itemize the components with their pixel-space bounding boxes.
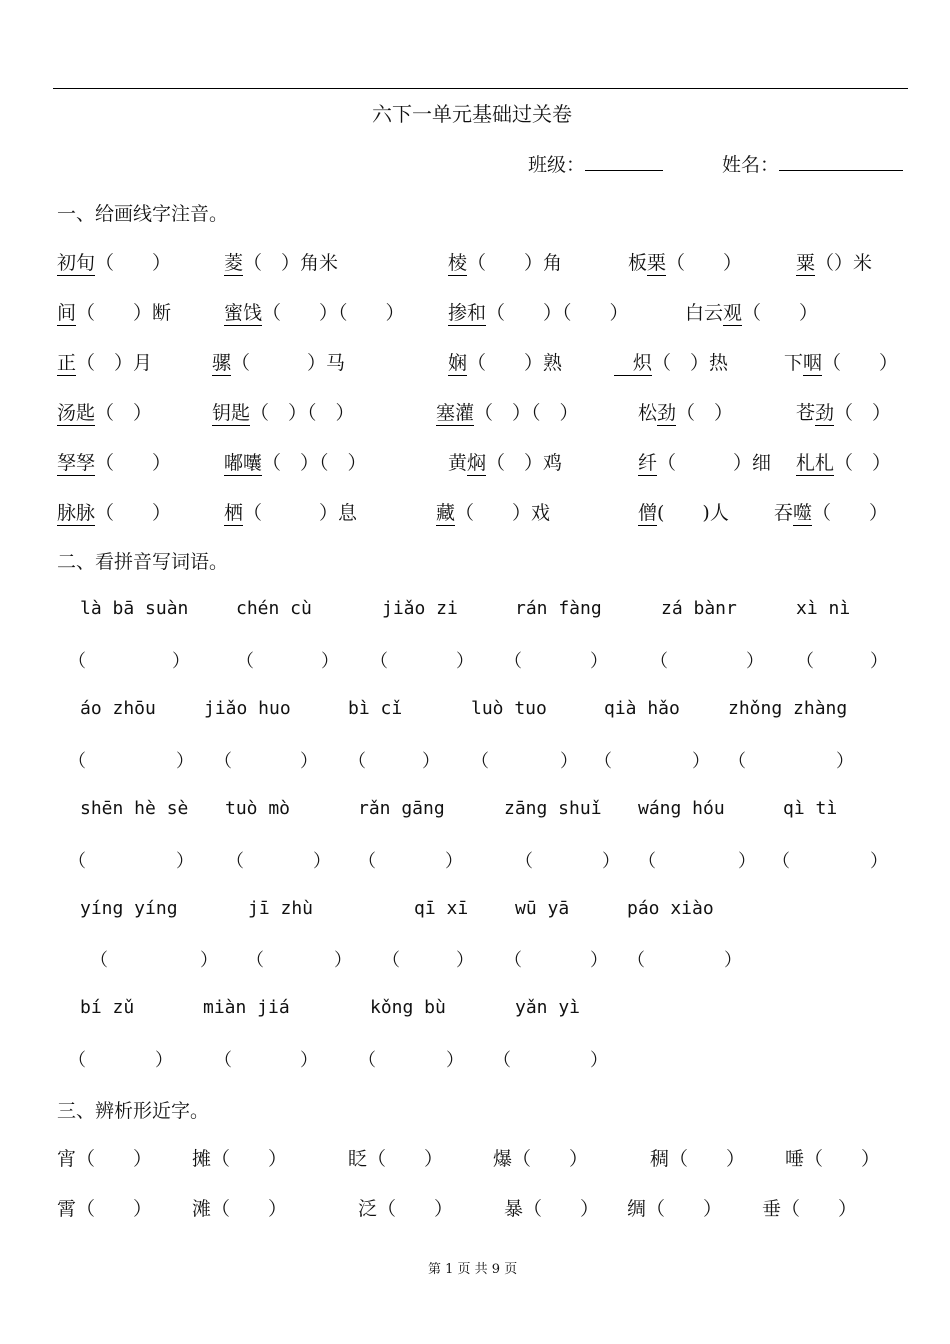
answer-bracket-close[interactable]: ）	[738, 851, 756, 872]
answer-bracket[interactable]: （ ）（ ）	[262, 452, 367, 474]
answer-bracket-close[interactable]: ）	[870, 651, 888, 672]
annotation-item	[224, 298, 405, 325]
annotation-item	[448, 298, 629, 325]
annotation-item	[448, 248, 562, 275]
similar-char-item[interactable]: 稠（ ）	[650, 1148, 746, 1170]
answer-bracket-open[interactable]: （	[471, 751, 489, 772]
annotation-item	[212, 348, 345, 375]
pinyin-text: rán fàng	[515, 598, 602, 619]
answer-bracket-open[interactable]: （	[68, 1050, 86, 1071]
similar-char-item[interactable]: 爆（ ）	[493, 1148, 589, 1170]
annotation-item	[224, 248, 338, 275]
answer-bracket[interactable]: （ ）	[812, 502, 889, 524]
answer-bracket[interactable]: （ ）	[95, 252, 172, 274]
underlined-char: 观	[723, 302, 743, 324]
answer-bracket[interactable]: （ ）热	[652, 352, 729, 374]
answer-bracket-open[interactable]: （	[226, 851, 244, 872]
answer-bracket-open[interactable]: （	[796, 651, 814, 672]
pinyin-text: rǎn gāng	[358, 798, 445, 819]
answer-bracket[interactable]: （ ）	[822, 352, 899, 374]
answer-bracket[interactable]: （ ）鸡	[486, 452, 563, 474]
annotation-item	[57, 498, 171, 525]
pinyin-text: bí zǔ	[80, 997, 135, 1018]
answer-bracket[interactable]: （ ）（ ）	[474, 402, 579, 424]
annotation-item	[638, 448, 771, 475]
underlined-char: 钥匙	[212, 402, 251, 424]
item-prefix: 吞	[774, 502, 794, 524]
answer-bracket[interactable]: （ ）	[834, 452, 892, 474]
underlined-char: 棱	[448, 252, 468, 274]
pinyin-text: kǒng bù	[370, 997, 446, 1018]
similar-char-item[interactable]: 滩（ ）	[192, 1198, 288, 1220]
answer-bracket-open[interactable]: （	[772, 851, 790, 872]
answer-bracket[interactable]: （ ）马	[231, 352, 346, 374]
annotation-item	[614, 348, 728, 375]
pinyin-text: páo xiào	[627, 898, 714, 919]
annotation-item	[436, 398, 579, 425]
answer-bracket-close[interactable]: ）	[456, 950, 474, 971]
answer-bracket-open[interactable]: （	[728, 751, 746, 772]
answer-bracket-open[interactable]: （	[638, 851, 656, 872]
answer-bracket[interactable]: （ ）（ ）	[486, 302, 629, 324]
answer-bracket-close[interactable]: ）	[172, 651, 190, 672]
answer-bracket-open[interactable]: （	[370, 651, 388, 672]
answer-bracket-close[interactable]: ）	[155, 1050, 173, 1071]
similar-char-item[interactable]: 唾（ ）	[785, 1148, 881, 1170]
class-label: 班级：	[528, 154, 586, 176]
pinyin-text: yíng yíng	[80, 898, 178, 919]
underlined-char: 塞灌	[436, 402, 475, 424]
answer-bracket[interactable]: ( )人	[657, 502, 729, 524]
pinyin-text: zhǒng zhàng	[728, 698, 848, 719]
item-prefix: 白云	[685, 302, 724, 324]
pinyin-text: áo zhōu	[80, 698, 156, 719]
pinyin-text: zāng shuǐ	[504, 798, 602, 819]
pinyin-text: yǎn yì	[515, 997, 581, 1018]
section-3-heading: 三、辨析形近字。	[57, 1100, 210, 1122]
answer-bracket-close[interactable]: ）	[590, 950, 608, 971]
answer-bracket-close[interactable]: ）	[446, 1050, 464, 1071]
annotation-item	[57, 448, 171, 475]
answer-bracket-close[interactable]: ）	[300, 751, 318, 772]
underlined-char: 娴	[448, 352, 468, 374]
item-prefix: 下	[784, 352, 804, 374]
underlined-char: 间	[57, 302, 77, 324]
pinyin-text: xì nì	[796, 598, 851, 619]
item-prefix: 黄	[448, 452, 468, 474]
pinyin-text: zá bànr	[661, 598, 737, 619]
answer-bracket-close[interactable]: ）	[602, 851, 620, 872]
annotation-item	[685, 298, 818, 325]
item-prefix: 板	[628, 252, 648, 274]
annotation-item	[638, 398, 733, 425]
answer-bracket-close[interactable]: ）	[746, 651, 764, 672]
underlined-char: 僧	[638, 502, 658, 524]
page-title: 六下一单元基础过关卷	[372, 102, 572, 126]
annotation-item	[796, 398, 891, 425]
answer-bracket[interactable]: （ ）（ ）	[262, 302, 405, 324]
answer-bracket-open[interactable]: （	[214, 1050, 232, 1071]
answer-bracket-close[interactable]: ）	[590, 651, 608, 672]
underlined-char: 蜜饯	[224, 302, 263, 324]
answer-bracket-close[interactable]: ）	[176, 751, 194, 772]
underlined-char: 汤匙	[57, 402, 96, 424]
answer-bracket[interactable]: （ ）息	[243, 502, 358, 524]
answer-bracket-close[interactable]: ）	[590, 1050, 608, 1071]
annotation-item	[212, 398, 355, 425]
pinyin-text: wū yā	[515, 898, 570, 919]
underlined-char: 藏	[436, 502, 456, 524]
answer-bracket[interactable]: （ ）角米	[243, 252, 339, 274]
answer-bracket-open[interactable]: （	[68, 651, 86, 672]
underlined-char: 咽	[803, 352, 823, 374]
similar-char-item[interactable]: 霄（ ）	[57, 1198, 153, 1220]
underlined-char: 劲	[657, 402, 677, 424]
annotation-item	[57, 348, 152, 375]
section-1-heading: 一、给画线字注音。	[57, 203, 229, 225]
item-prefix: 苍	[796, 402, 816, 424]
underlined-char: 正	[57, 352, 77, 374]
name-field	[722, 150, 903, 177]
pinyin-text: jī zhù	[248, 898, 314, 919]
annotation-item	[57, 398, 152, 425]
underlined-char: 纤	[638, 452, 658, 474]
answer-bracket-open[interactable]: （	[90, 950, 108, 971]
annotation-item	[784, 348, 898, 375]
answer-bracket-close[interactable]: ）	[176, 851, 194, 872]
underlined-char: 初旬	[57, 252, 96, 274]
underlined-char: 劲	[815, 402, 835, 424]
annotation-item	[224, 448, 367, 475]
class-input[interactable]	[585, 152, 663, 171]
page-footer: 第 1 页 共 9 页	[428, 1262, 518, 1277]
pinyin-text: qī xī	[414, 898, 469, 919]
underlined-char: 札札	[796, 452, 835, 474]
annotation-item	[638, 498, 729, 525]
item-prefix: 松	[638, 402, 658, 424]
answer-bracket-open[interactable]: （	[348, 751, 366, 772]
answer-bracket-open[interactable]: （	[493, 1050, 511, 1071]
answer-bracket-open[interactable]: （	[504, 950, 522, 971]
annotation-item	[796, 448, 891, 475]
underlined-char: 粟	[796, 252, 816, 274]
answer-bracket-open[interactable]: （	[650, 651, 668, 672]
answer-bracket-close[interactable]: ）	[200, 950, 218, 971]
answer-bracket-open[interactable]: （	[515, 851, 533, 872]
pinyin-text: wáng hóu	[638, 798, 725, 819]
annotation-item	[57, 248, 171, 275]
underlined-char: 嘟囔	[224, 452, 263, 474]
answer-bracket-close[interactable]: ）	[321, 651, 339, 672]
answer-bracket[interactable]: （ ）细	[657, 452, 772, 474]
underlined-char: 骡	[212, 352, 232, 374]
answer-bracket[interactable]: （ ）月	[76, 352, 153, 374]
answer-bracket[interactable]: （ ）熟	[467, 352, 563, 374]
annotation-item	[57, 298, 171, 325]
section-2-heading: 二、看拼音写词语。	[57, 551, 229, 573]
answer-bracket-close[interactable]: ）	[560, 751, 578, 772]
answer-bracket-open[interactable]: （	[627, 950, 645, 971]
annotation-item	[774, 498, 888, 525]
answer-bracket[interactable]: （ ）	[95, 452, 172, 474]
similar-char-item[interactable]: 摊（ ）	[192, 1148, 288, 1170]
answer-bracket-close[interactable]: ）	[456, 651, 474, 672]
pinyin-text: qià hǎo	[604, 698, 680, 719]
answer-bracket-open[interactable]: （	[358, 851, 376, 872]
annotation-item	[628, 248, 742, 275]
pinyin-text: jiǎo huo	[204, 698, 291, 719]
answer-bracket[interactable]: （ ）（ ）	[250, 402, 355, 424]
answer-bracket[interactable]: （ ）戏	[455, 502, 551, 524]
annotation-item	[796, 248, 872, 275]
answer-bracket-open[interactable]: （	[246, 950, 264, 971]
similar-char-item[interactable]: 垂（ ）	[762, 1198, 858, 1220]
answer-bracket-open[interactable]: （	[358, 1050, 376, 1071]
answer-bracket-close[interactable]: ）	[422, 751, 440, 772]
answer-bracket[interactable]: （ ）	[666, 252, 743, 274]
pinyin-text: là bā suàn	[80, 598, 189, 619]
underlined-char: 噬	[793, 502, 813, 524]
answer-bracket-close[interactable]: ）	[836, 751, 854, 772]
answer-bracket-open[interactable]: （	[504, 651, 522, 672]
pinyin-text: bì cǐ	[348, 698, 403, 719]
answer-bracket-open[interactable]: （	[68, 851, 86, 872]
similar-char-item[interactable]: 宵（ ）	[57, 1148, 153, 1170]
answer-bracket-open[interactable]: （	[594, 751, 612, 772]
answer-bracket[interactable]: （ ）	[742, 302, 819, 324]
top-rule	[53, 88, 908, 89]
underlined-char: 脉脉	[57, 502, 96, 524]
underlined-char: 栗	[647, 252, 667, 274]
pinyin-text: miàn jiá	[203, 997, 290, 1018]
answer-bracket[interactable]: （ ）断	[76, 302, 172, 324]
underlined-char: 栖	[224, 502, 244, 524]
answer-bracket[interactable]: （ ）	[95, 402, 153, 424]
similar-char-item[interactable]: 暴（ ）	[504, 1198, 600, 1220]
annotation-item	[448, 448, 562, 475]
annotation-item	[448, 348, 562, 375]
similar-char-item[interactable]: 绸（ ）	[627, 1198, 723, 1220]
annotation-item	[224, 498, 357, 525]
answer-bracket-open[interactable]: （	[214, 751, 232, 772]
answer-bracket-close[interactable]: ）	[300, 1050, 318, 1071]
answer-bracket-close[interactable]: ）	[445, 851, 463, 872]
name-input[interactable]	[779, 152, 903, 171]
similar-char-item[interactable]: 泛（ ）	[358, 1198, 454, 1220]
pinyin-text: shēn hè sè	[80, 798, 189, 819]
answer-bracket[interactable]: （ ）	[676, 402, 734, 424]
answer-bracket-open[interactable]: （	[382, 950, 400, 971]
annotation-item	[436, 498, 550, 525]
underlined-char: 菱	[224, 252, 244, 274]
pinyin-text: luò tuo	[471, 698, 547, 719]
answer-bracket-close[interactable]: ）	[334, 950, 352, 971]
class-field	[528, 150, 663, 177]
answer-bracket-close[interactable]: ）	[313, 851, 331, 872]
answer-bracket-close[interactable]: ）	[692, 751, 710, 772]
pinyin-text: tuò mò	[225, 798, 291, 819]
answer-bracket[interactable]: （）米	[815, 252, 873, 274]
pinyin-text: jiǎo zi	[382, 598, 458, 619]
underlined-char: 焖	[467, 452, 487, 474]
answer-bracket-close[interactable]: ）	[724, 950, 742, 971]
answer-bracket[interactable]: （ ）角	[467, 252, 563, 274]
underlined-char: 掺和	[448, 302, 487, 324]
pinyin-text: qì tì	[783, 798, 838, 819]
answer-bracket-close[interactable]: ）	[870, 851, 888, 872]
answer-bracket-open[interactable]: （	[68, 751, 86, 772]
similar-char-item[interactable]: 眨（ ）	[348, 1148, 444, 1170]
pinyin-text: chén cù	[236, 598, 312, 619]
underlined-char: 孥孥	[57, 452, 96, 474]
underlined-char: 炽	[614, 352, 653, 374]
name-label: 姓名：	[722, 154, 780, 176]
answer-bracket[interactable]: （ ）	[95, 502, 172, 524]
answer-bracket[interactable]: （ ）	[834, 402, 892, 424]
answer-bracket-open[interactable]: （	[236, 651, 254, 672]
